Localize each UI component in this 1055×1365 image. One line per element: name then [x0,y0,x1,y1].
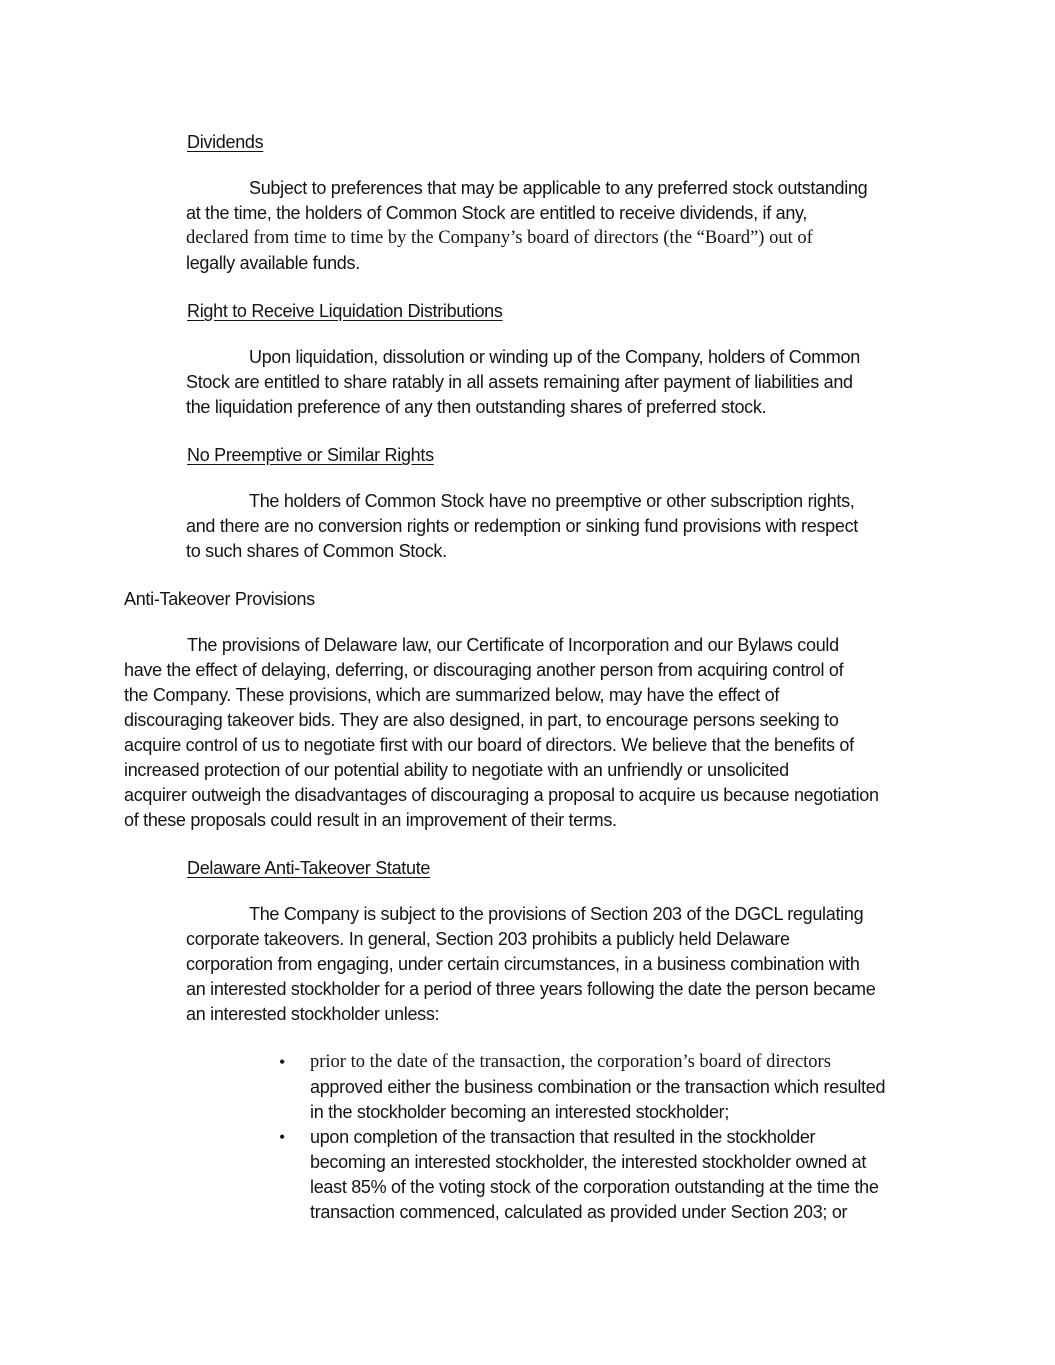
text-line: an interested stockholder unless: [186,1004,440,1024]
text-line: declared from time to time by the Company’s board of directors (the “Board”) out of [186,228,813,248]
text-line: corporate takeovers. In general, Section 203 prohibits a publicly held Delaware [186,929,790,949]
bullet-icon: • [279,1052,286,1072]
bullet-item [279,1125,945,1225]
text-line: Subject to preferences that may be applicable to any preferred stock outstanding [249,178,868,198]
bullet-list [279,1050,945,1225]
text-line: acquirer outweigh the disadvantages of discouraging a proposal to acquire us because negotiation [124,785,879,805]
text-line: in the stockholder becoming an interested stockholder; [310,1102,730,1122]
text-line: acquire control of us to negotiate first with our board of directors. We believe that the benefits of [124,735,854,755]
section-heading-delaware-anti-takeover-statute: Delaware Anti-Takeover Statute [187,858,431,878]
text-line: approved either the business combination or the transaction which resulted [310,1077,886,1097]
section-heading-no-preemptive-or-similar-rights: No Preemptive or Similar Rights [187,445,434,465]
paragraph [186,489,945,564]
section-heading-right-to-receive-liquidation-distributions: Right to Receive Liquidation Distributions [187,301,503,321]
text-line: upon completion of the transaction that resulted in the stockholder [310,1127,816,1147]
text-line: prior to the date of the transaction, the corporation’s board of directors [310,1052,831,1072]
paragraph [186,902,945,1027]
text-line: and there are no conversion rights or redemption or sinking fund provisions with respect [186,516,858,536]
text-line: transaction commenced, calculated as provided under Section 203; or [310,1202,848,1222]
section-heading-anti-takeover-provisions: Anti-Takeover Provisions [124,589,315,609]
text-line: increased protection of our potential ability to negotiate with an unfriendly or unsolicited [124,760,789,780]
section-heading-dividends: Dividends [187,132,264,152]
text-line: of these proposals could result in an improvement of their terms. [124,810,617,830]
text-line: Upon liquidation, dissolution or winding up of the Company, holders of Common [249,347,860,367]
text-line: the liquidation preference of any then outstanding shares of preferred stock. [186,397,767,417]
text-line: The provisions of Delaware law, our Certificate of Incorporation and our Bylaws could [187,635,839,655]
text-line: at the time, the holders of Common Stock are entitled to receive dividends, if any, [186,203,808,223]
text-line: legally available funds. [186,253,360,273]
text-line: have the effect of delaying, deferring, or discouraging another person from acquiring control of [124,660,844,680]
text-line: Stock are entitled to share ratably in all assets remaining after payment of liabilities and [186,372,853,392]
paragraph [186,345,945,420]
paragraph [124,633,945,833]
paragraph [186,176,945,276]
text-line: The Company is subject to the provisions of Section 203 of the DGCL regulating [249,904,864,924]
bullet-item [279,1050,945,1125]
text-line: discouraging takeover bids. They are also designed, in part, to encourage persons seeking to [124,710,839,730]
text-line: becoming an interested stockholder, the interested stockholder owned at [310,1152,867,1172]
text-line: to such shares of Common Stock. [186,541,447,561]
text-line: an interested stockholder for a period of three years following the date the person became [186,979,876,999]
text-line: least 85% of the voting stock of the corporation outstanding at the time the [310,1177,879,1197]
bullet-icon: • [279,1127,286,1147]
text-line: The holders of Common Stock have no preemptive or other subscription rights, [249,491,855,511]
text-line: the Company. These provisions, which are summarized below, may have the effect of [124,685,780,705]
text-line: corporation from engaging, under certain circumstances, in a business combination with [186,954,860,974]
